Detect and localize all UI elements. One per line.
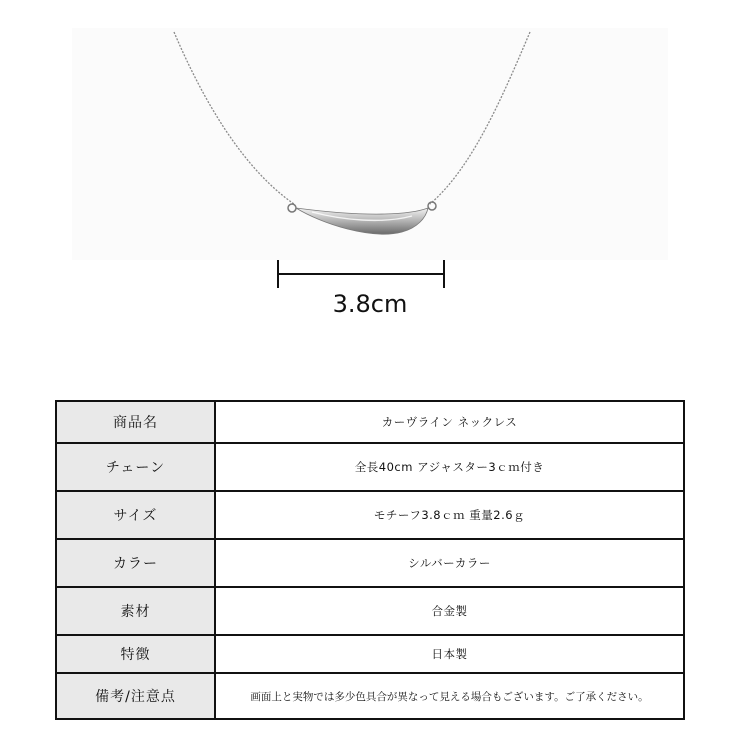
necklace-photo	[72, 28, 668, 260]
spec-value-notes: 画面上と実物では多少色具合が異なって見える場合もございます。ご了承ください。	[215, 673, 684, 719]
spec-label-material: 素材	[56, 587, 215, 635]
spec-value-product-name: カーヴライン ネックレス	[215, 401, 684, 443]
table-row	[56, 401, 684, 443]
spec-value-color: シルバーカラー	[215, 539, 684, 587]
spec-value-feature: 日本製	[215, 635, 684, 673]
spec-label-feature: 特徴	[56, 635, 215, 673]
table-row	[56, 587, 684, 635]
spec-value-size: モチーフ3.8ｃｍ 重量2.6ｇ	[215, 491, 684, 539]
spec-value-material: 合金製	[215, 587, 684, 635]
table-row	[56, 635, 684, 673]
table-row	[56, 443, 684, 491]
dimension-label: 3.8cm	[332, 290, 408, 318]
spec-label-chain: チェーン	[56, 443, 215, 491]
table-row	[56, 491, 684, 539]
table-row	[56, 673, 684, 719]
spec-label-size: サイズ	[56, 491, 215, 539]
spec-label-notes: 備考/注意点	[56, 673, 215, 719]
table-row	[56, 539, 684, 587]
necklace-image	[72, 28, 668, 260]
spec-label-product-name: 商品名	[56, 401, 215, 443]
spec-label-color: カラー	[56, 539, 215, 587]
spec-table	[55, 400, 685, 720]
spec-value-chain: 全長40cm アジャスター3ｃｍ付き	[215, 443, 684, 491]
